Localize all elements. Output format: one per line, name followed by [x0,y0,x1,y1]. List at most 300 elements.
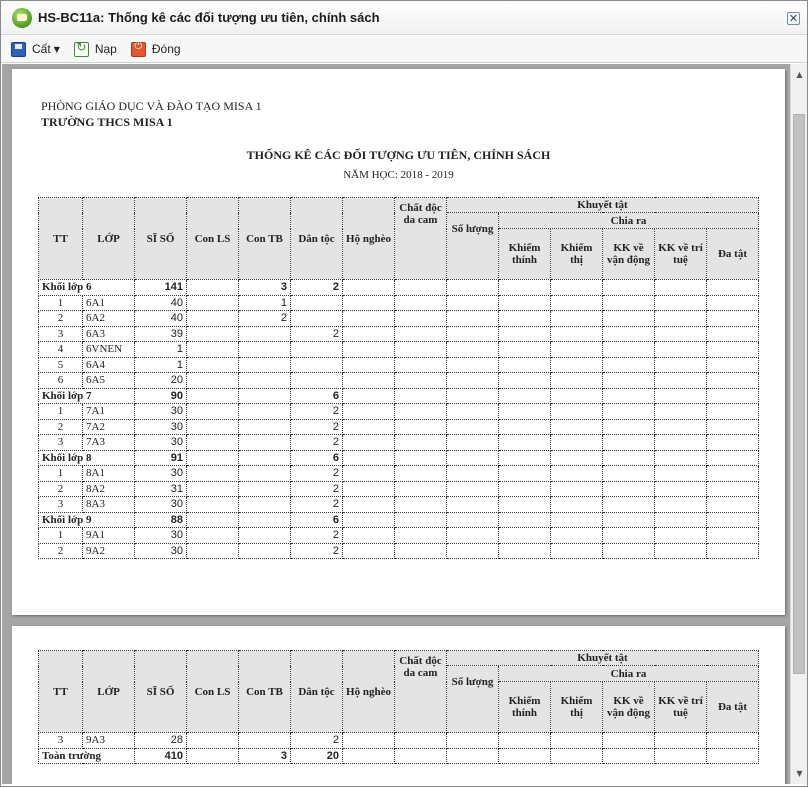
table-cell [499,388,551,404]
table-cell [395,733,447,749]
table-cell [395,450,447,466]
scrollbar-thumb[interactable] [793,114,805,674]
cell-dantoc: 2 [291,733,343,749]
table-cell [499,466,551,482]
col-header-khiemthinh: Khiếm thính [499,682,551,733]
table-cell [603,543,655,559]
group-row [39,280,759,296]
cell-conls [187,295,239,311]
scroll-up-icon[interactable]: ▲ [796,70,803,79]
table-cell [707,497,759,513]
cell-lop: 7A3 [83,435,135,451]
cell-tt: 6 [39,373,83,389]
table-cell [395,404,447,420]
table-row [39,733,759,749]
table-cell [343,528,395,544]
cell-contb [239,450,291,466]
table-cell [603,528,655,544]
cell-group-label: Khối lớp 7 [39,388,135,404]
table-cell [447,419,499,435]
statistics-table [38,197,759,559]
table-cell [499,357,551,373]
col-header-chatdoc: Chất độc da cam [395,198,447,280]
table-cell [447,373,499,389]
table-cell [499,450,551,466]
table-cell [395,481,447,497]
department-name: PHÒNG GIÁO DỤC VÀ ĐÀO TẠO MISA 1 [41,99,262,113]
table-cell [343,450,395,466]
group-row [39,388,759,404]
table-cell [551,512,603,528]
cell-contb [239,388,291,404]
cell-dantoc: 2 [291,528,343,544]
cell-group-label: Toàn trường [39,748,135,764]
table-cell [603,419,655,435]
table-cell [343,295,395,311]
table-cell [499,280,551,296]
table-cell [343,733,395,749]
cell-siso: 30 [135,466,187,482]
table-cell [655,733,707,749]
cell-siso: 1 [135,357,187,373]
table-cell [655,342,707,358]
table-cell [395,357,447,373]
table-cell [551,373,603,389]
table-row [39,481,759,497]
cell-tt: 4 [39,342,83,358]
col-header-tt: TT [39,651,83,733]
table-cell [551,357,603,373]
col-header-khiemthi: Khiếm thị [551,229,603,280]
col-header-datat: Đa tật [707,682,759,733]
table-cell [395,373,447,389]
table-cell [707,373,759,389]
table-row [39,295,759,311]
table-cell [499,748,551,764]
table-cell [655,435,707,451]
cell-dantoc [291,357,343,373]
close-window-button[interactable]: ✕ [788,12,799,25]
group-row [39,450,759,466]
cell-lop: 9A3 [83,733,135,749]
table-cell [447,748,499,764]
table-cell [655,481,707,497]
table-row [39,373,759,389]
col-header-siso: SĨ SỐ [135,651,187,733]
cell-contb [239,497,291,513]
cell-contb [239,733,291,749]
table-cell [499,528,551,544]
table-cell [551,748,603,764]
table-cell [707,466,759,482]
cell-group-label: Khối lớp 9 [39,512,135,528]
cell-tt: 3 [39,326,83,342]
cell-dantoc: 2 [291,419,343,435]
col-header-chiara: Chia ra [499,213,759,229]
cell-tt: 1 [39,404,83,420]
col-header-kkvandong: KK về vận động [603,682,655,733]
table-cell [395,466,447,482]
cell-siso: 30 [135,404,187,420]
table-cell [707,311,759,327]
table-cell [499,419,551,435]
table-cell [655,543,707,559]
cell-lop: 8A3 [83,497,135,513]
chevron-down-icon[interactable]: ▼ [53,44,60,54]
table-cell [395,543,447,559]
cell-group-label: Khối lớp 6 [39,280,135,296]
table-cell [707,295,759,311]
col-header-kkvandong: KK về vận động [603,229,655,280]
cell-dantoc: 2 [291,466,343,482]
cell-tt: 3 [39,497,83,513]
cell-lop: 6VNEN [83,342,135,358]
cell-dantoc [291,295,343,311]
cell-dantoc: 2 [291,435,343,451]
col-header-kktritue: KK về trí tuệ [655,682,707,733]
table-cell [499,733,551,749]
cell-tt: 5 [39,357,83,373]
table-cell [603,388,655,404]
cell-conls [187,435,239,451]
group-row [39,512,759,528]
cell-siso: 30 [135,497,187,513]
report-viewer[interactable] [2,64,790,784]
cell-contb [239,326,291,342]
cell-siso: 31 [135,481,187,497]
table-cell [551,280,603,296]
table-row [39,528,759,544]
table-cell [447,466,499,482]
table-cell [447,435,499,451]
cell-conls [187,357,239,373]
table-cell [499,512,551,528]
table-cell [707,357,759,373]
cell-tt: 1 [39,466,83,482]
cell-siso: 410 [135,748,187,764]
table-row [39,543,759,559]
cell-dantoc: 2 [291,481,343,497]
table-cell [447,404,499,420]
table-cell [603,512,655,528]
table-cell [343,404,395,420]
table-cell [655,311,707,327]
table-cell [655,326,707,342]
cell-siso: 40 [135,295,187,311]
statistics-table-continued [38,650,759,764]
table-cell [447,512,499,528]
table-cell [343,497,395,513]
table-cell [447,295,499,311]
table-cell [447,388,499,404]
table-cell [551,435,603,451]
cell-siso: 91 [135,450,187,466]
table-row [39,466,759,482]
cell-lop: 6A5 [83,373,135,389]
cell-contb [239,466,291,482]
cell-dantoc [291,342,343,358]
cell-siso: 28 [135,733,187,749]
col-header-soluong: Số lượng [447,213,499,280]
table-cell [655,280,707,296]
cell-conls [187,497,239,513]
cell-contb [239,419,291,435]
table-cell [551,497,603,513]
table-cell [551,419,603,435]
table-cell [707,388,759,404]
cell-siso: 40 [135,311,187,327]
table-cell [499,295,551,311]
cell-contb: 2 [239,311,291,327]
school-year: NĂM HỌC: 2018 - 2019 [343,169,454,181]
cell-conls [187,326,239,342]
cell-contb: 3 [239,748,291,764]
table-cell [343,342,395,358]
table-row [39,419,759,435]
table-cell [447,311,499,327]
table-cell [707,748,759,764]
cell-conls [187,748,239,764]
school-name: TRƯỜNG THCS MISA 1 [41,115,173,129]
table-cell [655,388,707,404]
col-header-chiara: Chia ra [499,666,759,682]
table-cell [707,404,759,420]
cell-siso: 30 [135,435,187,451]
close-button[interactable] [131,38,181,60]
table-cell [395,419,447,435]
table-cell [655,373,707,389]
table-cell [343,435,395,451]
table-cell [343,543,395,559]
table-cell [447,733,499,749]
col-header-khiemthi: Khiếm thị [551,682,603,733]
title-bar [1,1,807,35]
total-row [39,748,759,764]
cell-tt: 1 [39,528,83,544]
table-cell [603,326,655,342]
power-icon [131,42,146,57]
cell-conls [187,388,239,404]
reload-button[interactable] [74,38,117,60]
cell-contb [239,481,291,497]
cell-lop: 6A3 [83,326,135,342]
report-page-1 [12,69,785,615]
table-cell [499,326,551,342]
table-cell [551,311,603,327]
col-header-dantoc: Dân tộc [291,198,343,280]
cell-lop: 8A1 [83,466,135,482]
table-cell [551,481,603,497]
table-cell [707,280,759,296]
table-row [39,311,759,327]
cell-siso: 30 [135,419,187,435]
table-cell [395,388,447,404]
cell-contb [239,357,291,373]
cell-lop: 7A1 [83,404,135,420]
table-cell [551,466,603,482]
cell-contb [239,435,291,451]
window-title: HS-BC11a: Thống kê các đối tượng ưu tiên, chính sách [38,10,380,25]
table-cell [551,404,603,420]
save-button-label: Cất [32,42,51,56]
cell-dantoc: 20 [291,748,343,764]
table-cell [551,388,603,404]
table-cell [707,342,759,358]
table-cell [551,450,603,466]
cell-lop: 6A1 [83,295,135,311]
table-cell [551,733,603,749]
table-cell [707,733,759,749]
table-cell [603,435,655,451]
table-cell [551,326,603,342]
scroll-down-icon[interactable]: ▼ [796,769,803,778]
table-cell [707,512,759,528]
cell-lop: 9A2 [83,543,135,559]
cell-lop: 9A1 [83,528,135,544]
table-cell [499,543,551,559]
cell-tt: 2 [39,543,83,559]
report-title: THỐNG KÊ CÁC ĐỐI TƯỢNG ƯU TIÊN, CHÍNH SÁCH [246,148,551,162]
table-cell [447,543,499,559]
table-cell [707,326,759,342]
table-cell [551,528,603,544]
table-row [39,404,759,420]
table-cell [603,373,655,389]
cell-dantoc: 2 [291,497,343,513]
cell-lop: 8A2 [83,481,135,497]
cell-conls [187,311,239,327]
table-cell [499,373,551,389]
cell-tt: 3 [39,435,83,451]
col-header-hongheo: Hộ nghèo [343,198,395,280]
cell-contb [239,543,291,559]
cell-dantoc [291,311,343,327]
cell-dantoc [291,373,343,389]
table-cell [395,326,447,342]
table-cell [603,404,655,420]
cell-conls [187,528,239,544]
table-cell [343,388,395,404]
table-cell [655,466,707,482]
cell-contb [239,512,291,528]
cell-tt: 2 [39,419,83,435]
close-button-label: Đóng [151,42,181,56]
table-cell [343,326,395,342]
table-cell [343,357,395,373]
cell-siso: 30 [135,528,187,544]
col-header-khiemthinh: Khiếm thính [499,229,551,280]
cell-conls [187,481,239,497]
col-header-tt: TT [39,198,83,280]
col-header-siso: SĨ SỐ [135,198,187,280]
vertical-scrollbar[interactable] [790,64,807,784]
table-cell [395,435,447,451]
table-cell [655,512,707,528]
table-cell [447,357,499,373]
table-cell [447,528,499,544]
table-row [39,326,759,342]
reload-button-label: Nạp [94,42,117,56]
table-cell [343,512,395,528]
save-button[interactable] [11,38,60,60]
reload-icon [74,42,89,57]
table-cell [447,280,499,296]
cell-tt: 3 [39,733,83,749]
cell-dantoc: 6 [291,388,343,404]
table-cell [655,357,707,373]
table-cell [707,528,759,544]
table-cell [343,419,395,435]
cell-dantoc: 6 [291,512,343,528]
table-cell [603,497,655,513]
table-cell [603,450,655,466]
col-header-soluong: Số lượng [447,666,499,733]
table-cell [343,466,395,482]
table-cell [655,404,707,420]
cell-contb [239,528,291,544]
table-cell [603,733,655,749]
cell-tt: 1 [39,295,83,311]
table-cell [499,342,551,358]
cell-conls [187,419,239,435]
col-header-kktritue: KK về trí tuệ [655,229,707,280]
cell-conls [187,404,239,420]
cell-conls [187,373,239,389]
cell-conls [187,512,239,528]
cell-tt: 2 [39,311,83,327]
cell-tt: 2 [39,481,83,497]
table-cell [551,342,603,358]
col-header-datat: Đa tật [707,229,759,280]
table-cell [499,311,551,327]
table-cell [395,748,447,764]
table-cell [499,404,551,420]
app-logo-icon [12,8,32,28]
table-cell [343,373,395,389]
table-cell [603,466,655,482]
col-header-khuyettat: Khuyết tật [447,198,759,213]
col-header-contb: Con TB [239,198,291,280]
table-row [39,435,759,451]
table-cell [603,311,655,327]
table-cell [447,342,499,358]
col-header-chatdoc: Chất độc da cam [395,651,447,733]
table-cell [603,481,655,497]
table-cell [395,295,447,311]
table-cell [395,280,447,296]
table-cell [707,543,759,559]
table-cell [395,512,447,528]
col-header-contb: Con TB [239,651,291,733]
cell-conls [187,543,239,559]
toolbar [1,36,807,63]
table-cell [603,280,655,296]
cell-siso: 39 [135,326,187,342]
table-cell [655,528,707,544]
col-header-conls: Con LS [187,651,239,733]
cell-contb: 1 [239,295,291,311]
cell-siso: 90 [135,388,187,404]
cell-dantoc: 6 [291,450,343,466]
table-row [39,497,759,513]
table-cell [707,450,759,466]
col-header-khuyettat: Khuyết tật [447,651,759,666]
col-header-conls: Con LS [187,198,239,280]
table-cell [603,748,655,764]
cell-siso: 88 [135,512,187,528]
table-cell [655,419,707,435]
cell-contb: 3 [239,280,291,296]
